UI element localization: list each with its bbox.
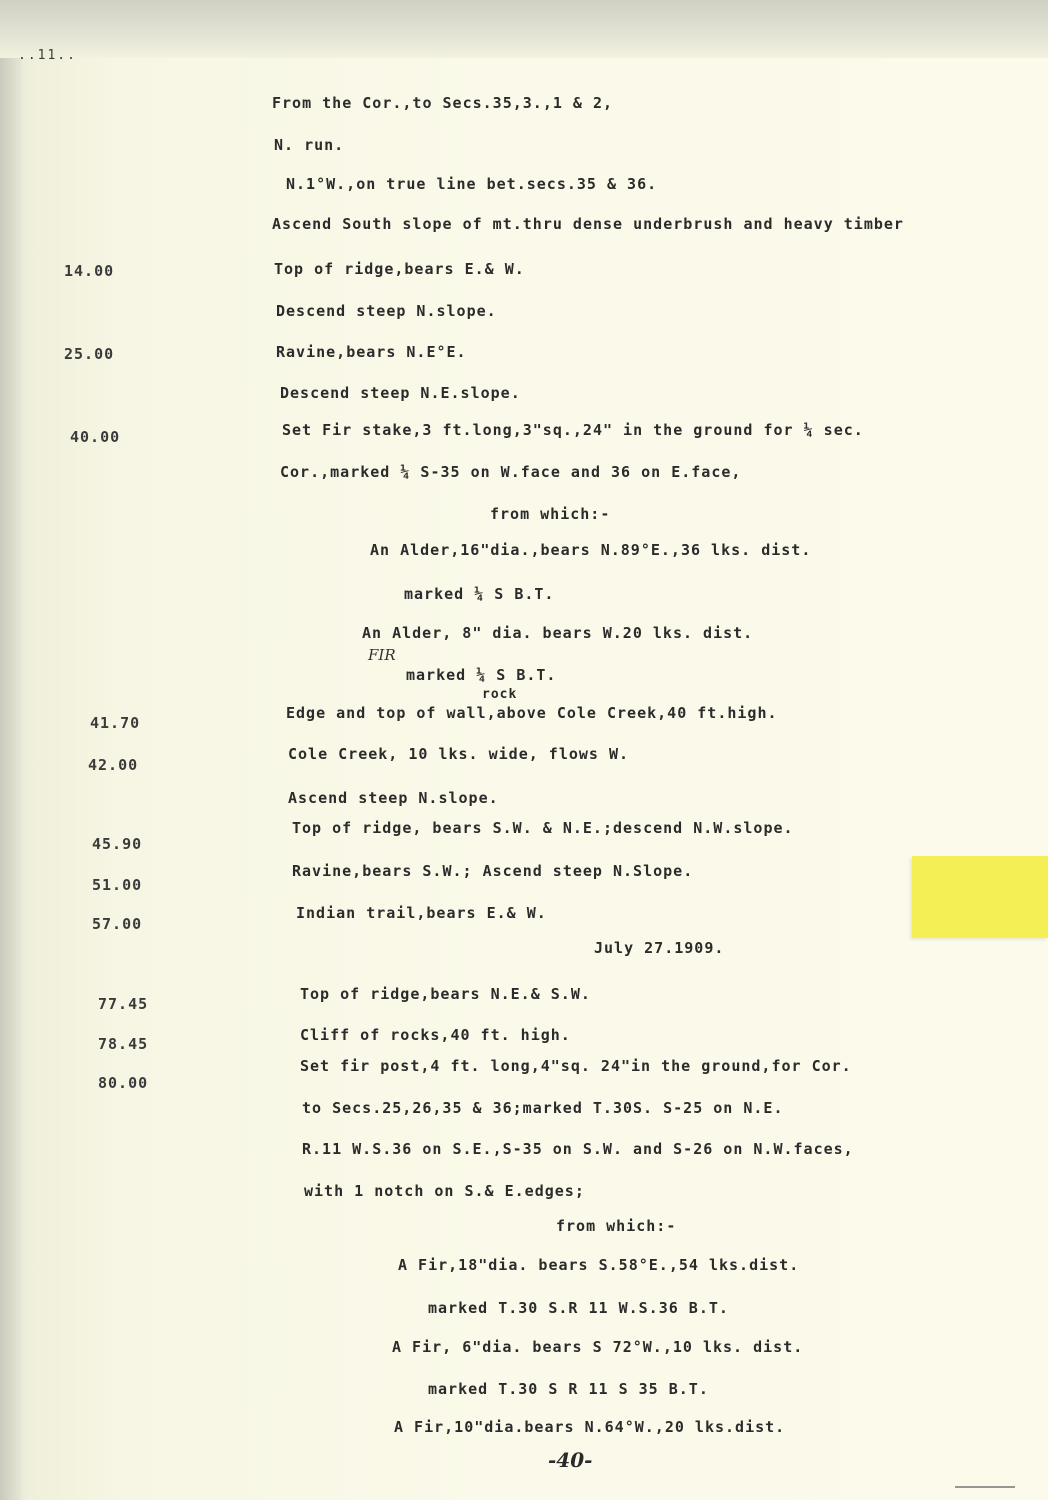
note-line: marked T.30 S.R 11 W.S.36 B.T. [428, 1299, 729, 1317]
note-line: Cole Creek, 10 lks. wide, flows W. [288, 745, 630, 763]
note-line: A Fir, 6"dia. bears S 72°W.,10 lks. dist. [392, 1338, 804, 1356]
page-number: -40- [548, 1448, 593, 1472]
station-value: 42.00 [88, 756, 139, 774]
note-line: Cor.,marked ¼ S-35 on W.face and 36 on E.face, [280, 463, 742, 481]
note-line: from which:- [490, 505, 611, 523]
note-line: Ascend steep N.slope. [288, 789, 499, 807]
note-line: marked ¼ S B.T. [406, 666, 557, 684]
station-value: 51.00 [92, 876, 143, 894]
station-value: 40.00 [70, 428, 121, 446]
note-date: July 27.1909. [594, 939, 725, 957]
top-shadow-band [0, 0, 1048, 58]
note-line: An Alder,16"dia.,bears N.89°E.,36 lks. dist. [370, 541, 812, 559]
station-value: 80.00 [98, 1074, 149, 1092]
note-line: A Fir,18"dia. bears S.58°E.,54 lks.dist. [398, 1256, 800, 1274]
station-value: 57.00 [92, 915, 143, 933]
station-value: 25.00 [64, 345, 115, 363]
note-line: Cliff of rocks,40 ft. high. [300, 1026, 571, 1044]
note-line: Ascend South slope of mt.thru dense underbrush and heavy timber [272, 215, 904, 233]
insert-note: rock [482, 687, 518, 702]
note-line: from which:- [556, 1217, 677, 1235]
note-line: An Alder, 8" dia. bears W.20 lks. dist. [362, 624, 754, 642]
station-value: 45.90 [92, 835, 143, 853]
note-line: with 1 notch on S.& E.edges; [304, 1182, 585, 1200]
note-line: From the Cor.,to Secs.35,3.,1 & 2, [272, 94, 614, 112]
note-line: Indian trail,bears E.& W. [296, 904, 547, 922]
note-line: Ravine,bears S.W.; Ascend steep N.Slope. [292, 862, 694, 880]
note-line: Edge and top of wall,above Cole Creek,40 ft.high. [286, 704, 778, 722]
left-binding-edge [0, 58, 22, 1500]
note-line: marked T.30 S R 11 S 35 B.T. [428, 1380, 709, 1398]
note-line: Set fir post,4 ft. long,4"sq. 24"in the ground,for Cor. [300, 1057, 852, 1075]
station-value: 77.45 [98, 995, 149, 1013]
note-line: Descend steep N.slope. [276, 302, 497, 320]
note-line: Top of ridge, bears S.W. & N.E.;descend N.W.slope. [292, 819, 794, 837]
note-line: Descend steep N.E.slope. [280, 384, 521, 402]
corner-mark: ..11.. [18, 48, 77, 63]
note-line: to Secs.25,26,35 & 36;marked T.30S. S-25 on N.E. [302, 1099, 784, 1117]
bottom-edge-mark [955, 1486, 1015, 1498]
note-line: Ravine,bears N.E°E. [276, 343, 467, 361]
note-line: N.1°W.,on true line bet.secs.35 & 36. [286, 175, 658, 193]
note-line: R.11 W.S.36 on S.E.,S-35 on S.W. and S-26 on N.W.faces, [302, 1140, 854, 1158]
handwritten-note: FIR [368, 646, 396, 664]
note-line: Top of ridge,bears N.E.& S.W. [300, 985, 591, 1003]
note-line: marked ¼ S B.T. [404, 585, 555, 603]
station-value: 78.45 [98, 1035, 149, 1053]
note-line: A Fir,10"dia.bears N.64°W.,20 lks.dist. [394, 1418, 786, 1436]
station-value: 41.70 [90, 714, 141, 732]
note-line: N. run. [274, 136, 345, 154]
sticky-note [912, 856, 1048, 938]
station-value: 14.00 [64, 262, 115, 280]
note-line: Set Fir stake,3 ft.long,3"sq.,24" in the ground for ¼ sec. [282, 421, 864, 439]
note-line: Top of ridge,bears E.& W. [274, 260, 525, 278]
